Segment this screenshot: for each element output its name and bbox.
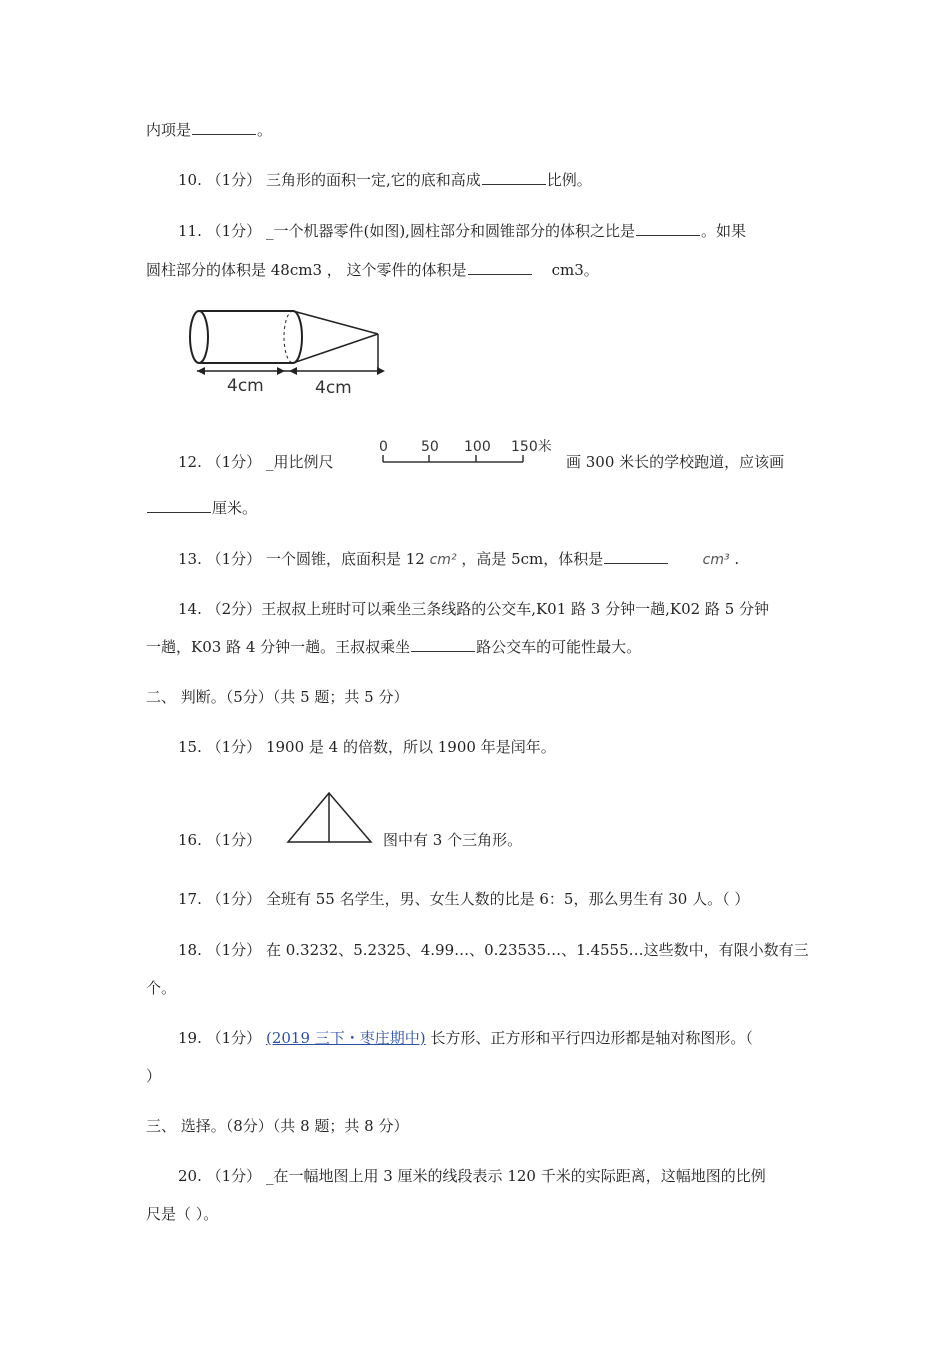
- answer-blank[interactable]: [411, 637, 475, 652]
- label-right: 4cm: [315, 378, 352, 398]
- question-18-line2: 个。: [146, 979, 177, 997]
- scale-tick-label: 100: [464, 439, 491, 455]
- cylinder-cone-figure: [185, 305, 395, 400]
- question-19: 19. （1分） (2019 三下・枣庄期中) 长方形、正方形和平行四边形都是轴对称图形。（: [178, 1029, 753, 1047]
- question-12: 12. （1分） _用比例尺: [178, 453, 334, 471]
- triangle-figure: [285, 790, 375, 846]
- section-heading-2: 二、 判断。（5分）（共 5 题；共 5 分）: [146, 688, 409, 706]
- unit-cm3: cm³: [702, 552, 730, 568]
- line-fragment: 内项是 。: [146, 121, 273, 139]
- question-19-line2: ）: [146, 1067, 162, 1085]
- answer-blank[interactable]: [604, 549, 668, 564]
- question-17: 17. （1分） 全班有 55 名学生，男、女生人数的比是 6：5，那么男生有 30 人。（ ）: [178, 890, 750, 908]
- question-11: 11. （1分） _一个机器零件(如图),圆柱部分和圆锥部分的体积之比是 。如果: [178, 222, 746, 240]
- question-12-cont: 画 300 米长的学校跑道，应该画: [566, 453, 785, 471]
- scale-bar: [375, 436, 560, 468]
- question-14: 14. （2分）王叔叔上班时可以乘坐三条线路的公交车,K01 路 3 分钟一趟,K02 路 5 分钟: [178, 600, 770, 618]
- label-left: 4cm: [227, 376, 264, 396]
- answer-blank[interactable]: [636, 221, 700, 236]
- question-12-line2: 厘米。: [146, 498, 257, 518]
- source-link[interactable]: (2019 三下・枣庄期中): [265, 1029, 426, 1047]
- answer-blank[interactable]: [468, 260, 532, 275]
- question-11-line2: 圆柱部分的体积是 48cm3 ， 这个零件的体积是 cm3。: [146, 261, 599, 279]
- question-20: 20. （1分） _在一幅地图上用 3 厘米的线段表示 120 千米的实际距离，这幅地图的比例: [178, 1167, 766, 1185]
- answer-blank[interactable]: [192, 120, 256, 135]
- question-16: 16. （1分）: [178, 831, 262, 849]
- question-20-line2: 尺是（ ）。: [146, 1205, 219, 1223]
- question-14-line2: 一趟，K03 路 4 分钟一趟。王叔叔乘坐 路公交车的可能性最大。: [146, 638, 642, 656]
- scale-tick-label: 0: [379, 439, 388, 455]
- question-10: 10. （1分） 三角形的面积一定,它的底和高成 比例。: [178, 171, 592, 189]
- question-18: 18. （1分） 在 0.3232、5.2325、4.99…、0.23535…、1.4555…这些数中，有限小数有三: [178, 941, 809, 959]
- answer-blank[interactable]: [147, 498, 211, 513]
- question-13: 13. （1分） 一个圆锥，底面积是 12 cm² ，高是 5cm，体积是 cm³ .: [178, 550, 740, 568]
- section-heading-3: 三、 选择。（8分）（共 8 题；共 8 分）: [146, 1117, 409, 1135]
- scale-tick-label: 50: [421, 439, 439, 455]
- answer-blank[interactable]: [482, 170, 546, 185]
- unit-cm2: cm²: [429, 552, 457, 568]
- scale-tick-label: 150米: [511, 439, 552, 455]
- question-15: 15. （1分） 1900 是 4 的倍数，所以 1900 年是闰年。: [178, 738, 556, 756]
- question-16-cont: 图中有 3 个三角形。: [383, 831, 523, 849]
